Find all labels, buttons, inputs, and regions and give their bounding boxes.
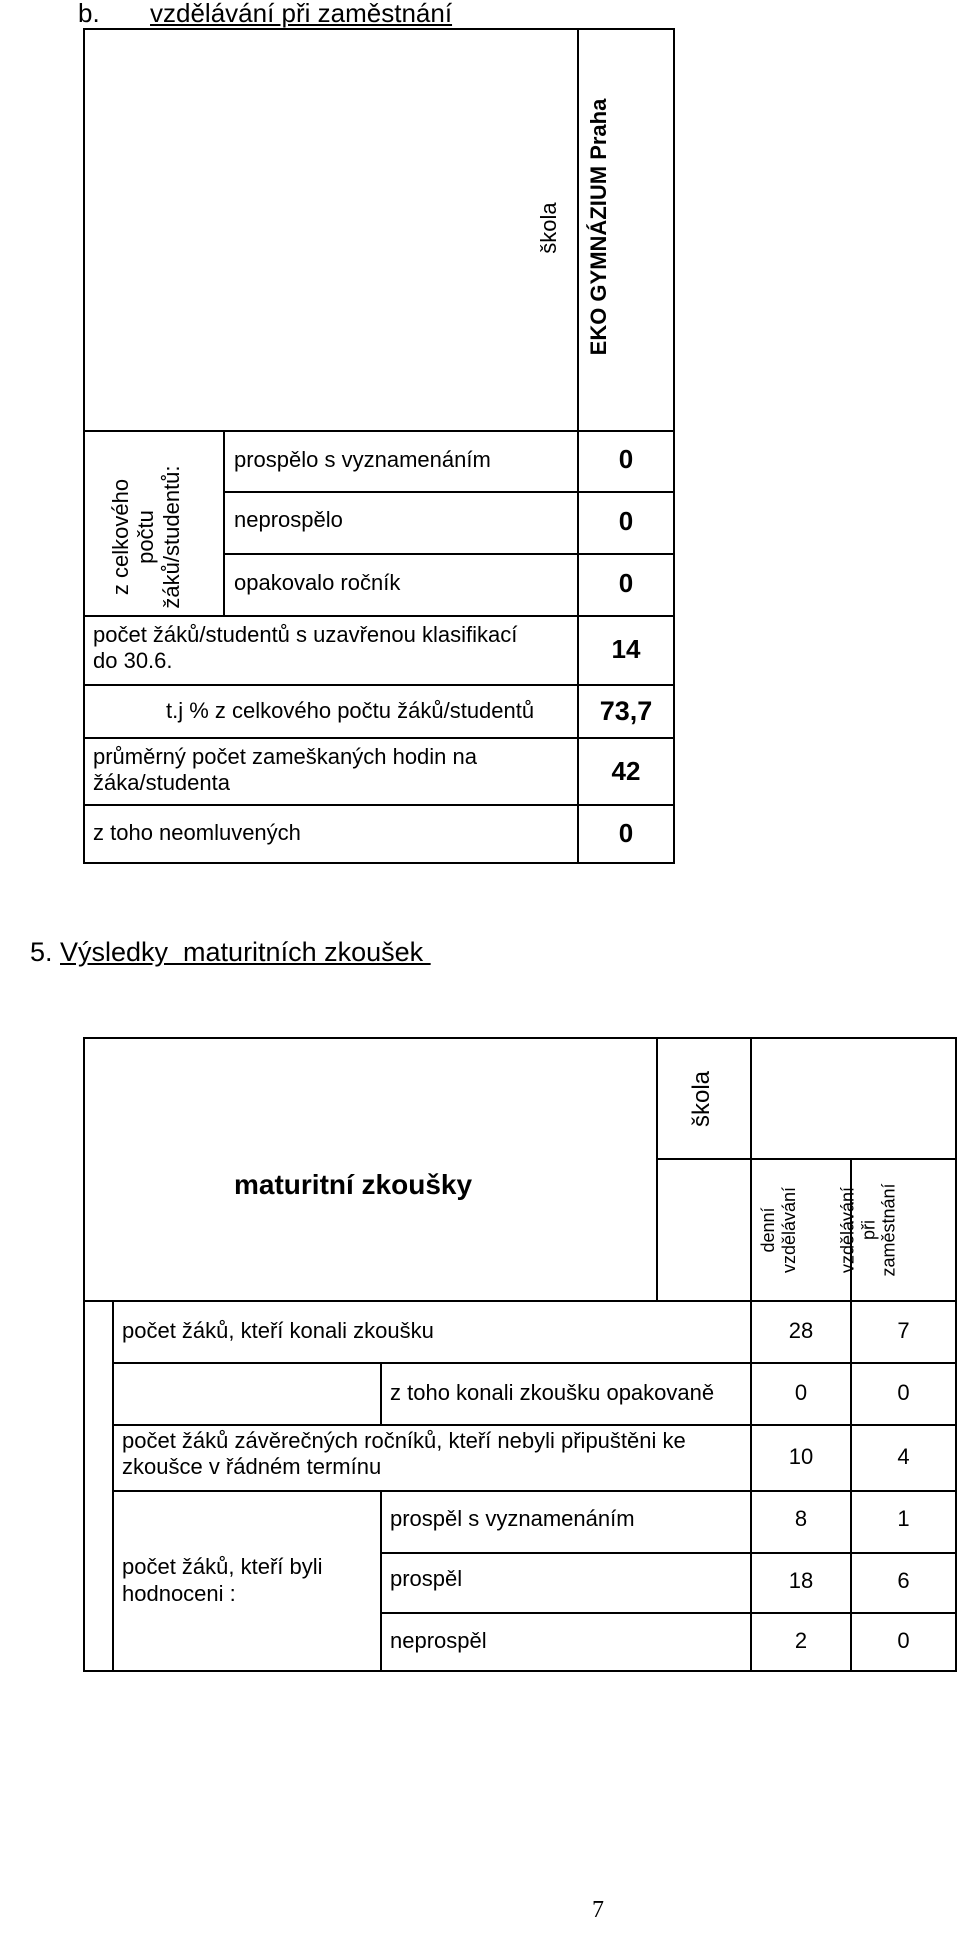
row-value-passed-zam: 6 (897, 1568, 910, 1593)
school-name: EKO GYMNÁZIUM Praha (586, 98, 611, 356)
row-value-failed: 0 (618, 506, 634, 536)
row-value-passed-denni: 18 (788, 1568, 814, 1593)
section-number: 5. (30, 937, 53, 967)
row-label-failed: neprospělo (234, 507, 343, 532)
table2-title: maturitní zkoušky (234, 1169, 473, 1200)
section-heading: vzdělávání při zaměstnání (150, 0, 453, 28)
column-header-denni: denní vzdělávání (758, 1186, 799, 1274)
row-value-not-admitted-denni: 10 (788, 1444, 814, 1469)
row-label-took-exam: počet žáků, kteří konali zkoušku (122, 1318, 434, 1343)
row-value-repeated-denni: 0 (794, 1380, 808, 1405)
row-value-repeated-zam: 0 (897, 1380, 910, 1405)
row-label-not-admitted: počet žáků závěrečných ročníků, kteří nebyli připuštěni ke zkoušce v řádném termínu (122, 1428, 686, 1479)
section-title: Výsledky maturitních zkoušek (60, 937, 431, 967)
row-value-failed-denni: 2 (794, 1628, 808, 1653)
row-value-failed-zam: 0 (897, 1628, 910, 1653)
column-header-zamestnani: vzdělávání při zaměstnání (837, 1183, 899, 1277)
absence-label: průměrný počet zameškaných hodin na žáka/studenta (93, 744, 477, 795)
section-letter: b. (78, 0, 100, 28)
row-value-honors: 0 (618, 444, 634, 474)
row-label-repeated: opakovalo ročník (234, 570, 401, 595)
row-value-took-exam-denni: 28 (788, 1318, 814, 1343)
row-value-honors-zam: 1 (897, 1506, 910, 1531)
evaluated-label: počet žáků, kteří byli hodnoceni : (122, 1554, 323, 1606)
row-label-honors-2: prospěl s vyznamenáním (390, 1506, 635, 1531)
row-label-honors: prospělo s vyznamenáním (234, 447, 491, 472)
row-value-repeated: 0 (618, 568, 634, 598)
percent-label: t.j % z celkového počtu žáků/studentů (166, 698, 535, 723)
row-label-passed: prospěl (390, 1566, 463, 1591)
column-header-skola: škola (536, 202, 561, 254)
column-header-skola-2: škola (688, 1070, 715, 1128)
percent-value: 73,7 (599, 696, 653, 726)
row-value-took-exam-zam: 7 (897, 1318, 910, 1343)
classified-value: 14 (611, 634, 641, 664)
row-value-not-admitted-zam: 4 (897, 1444, 910, 1469)
page-number: 7 (592, 1897, 604, 1923)
unexcused-value: 0 (618, 818, 634, 848)
group-label: z celkového počtu žáků/studentů: (108, 465, 184, 609)
row-label-repeated-exam: z toho konali zkoušku opakovaně (390, 1380, 715, 1405)
absence-value: 42 (611, 756, 641, 786)
row-value-honors-denni: 8 (794, 1506, 808, 1531)
row-label-failed-2: neprospěl (390, 1628, 487, 1653)
unexcused-label: z toho neomluvených (93, 820, 301, 845)
classified-label: počet žáků/studentů s uzavřenou klasifikací do 30.6. (93, 622, 518, 673)
